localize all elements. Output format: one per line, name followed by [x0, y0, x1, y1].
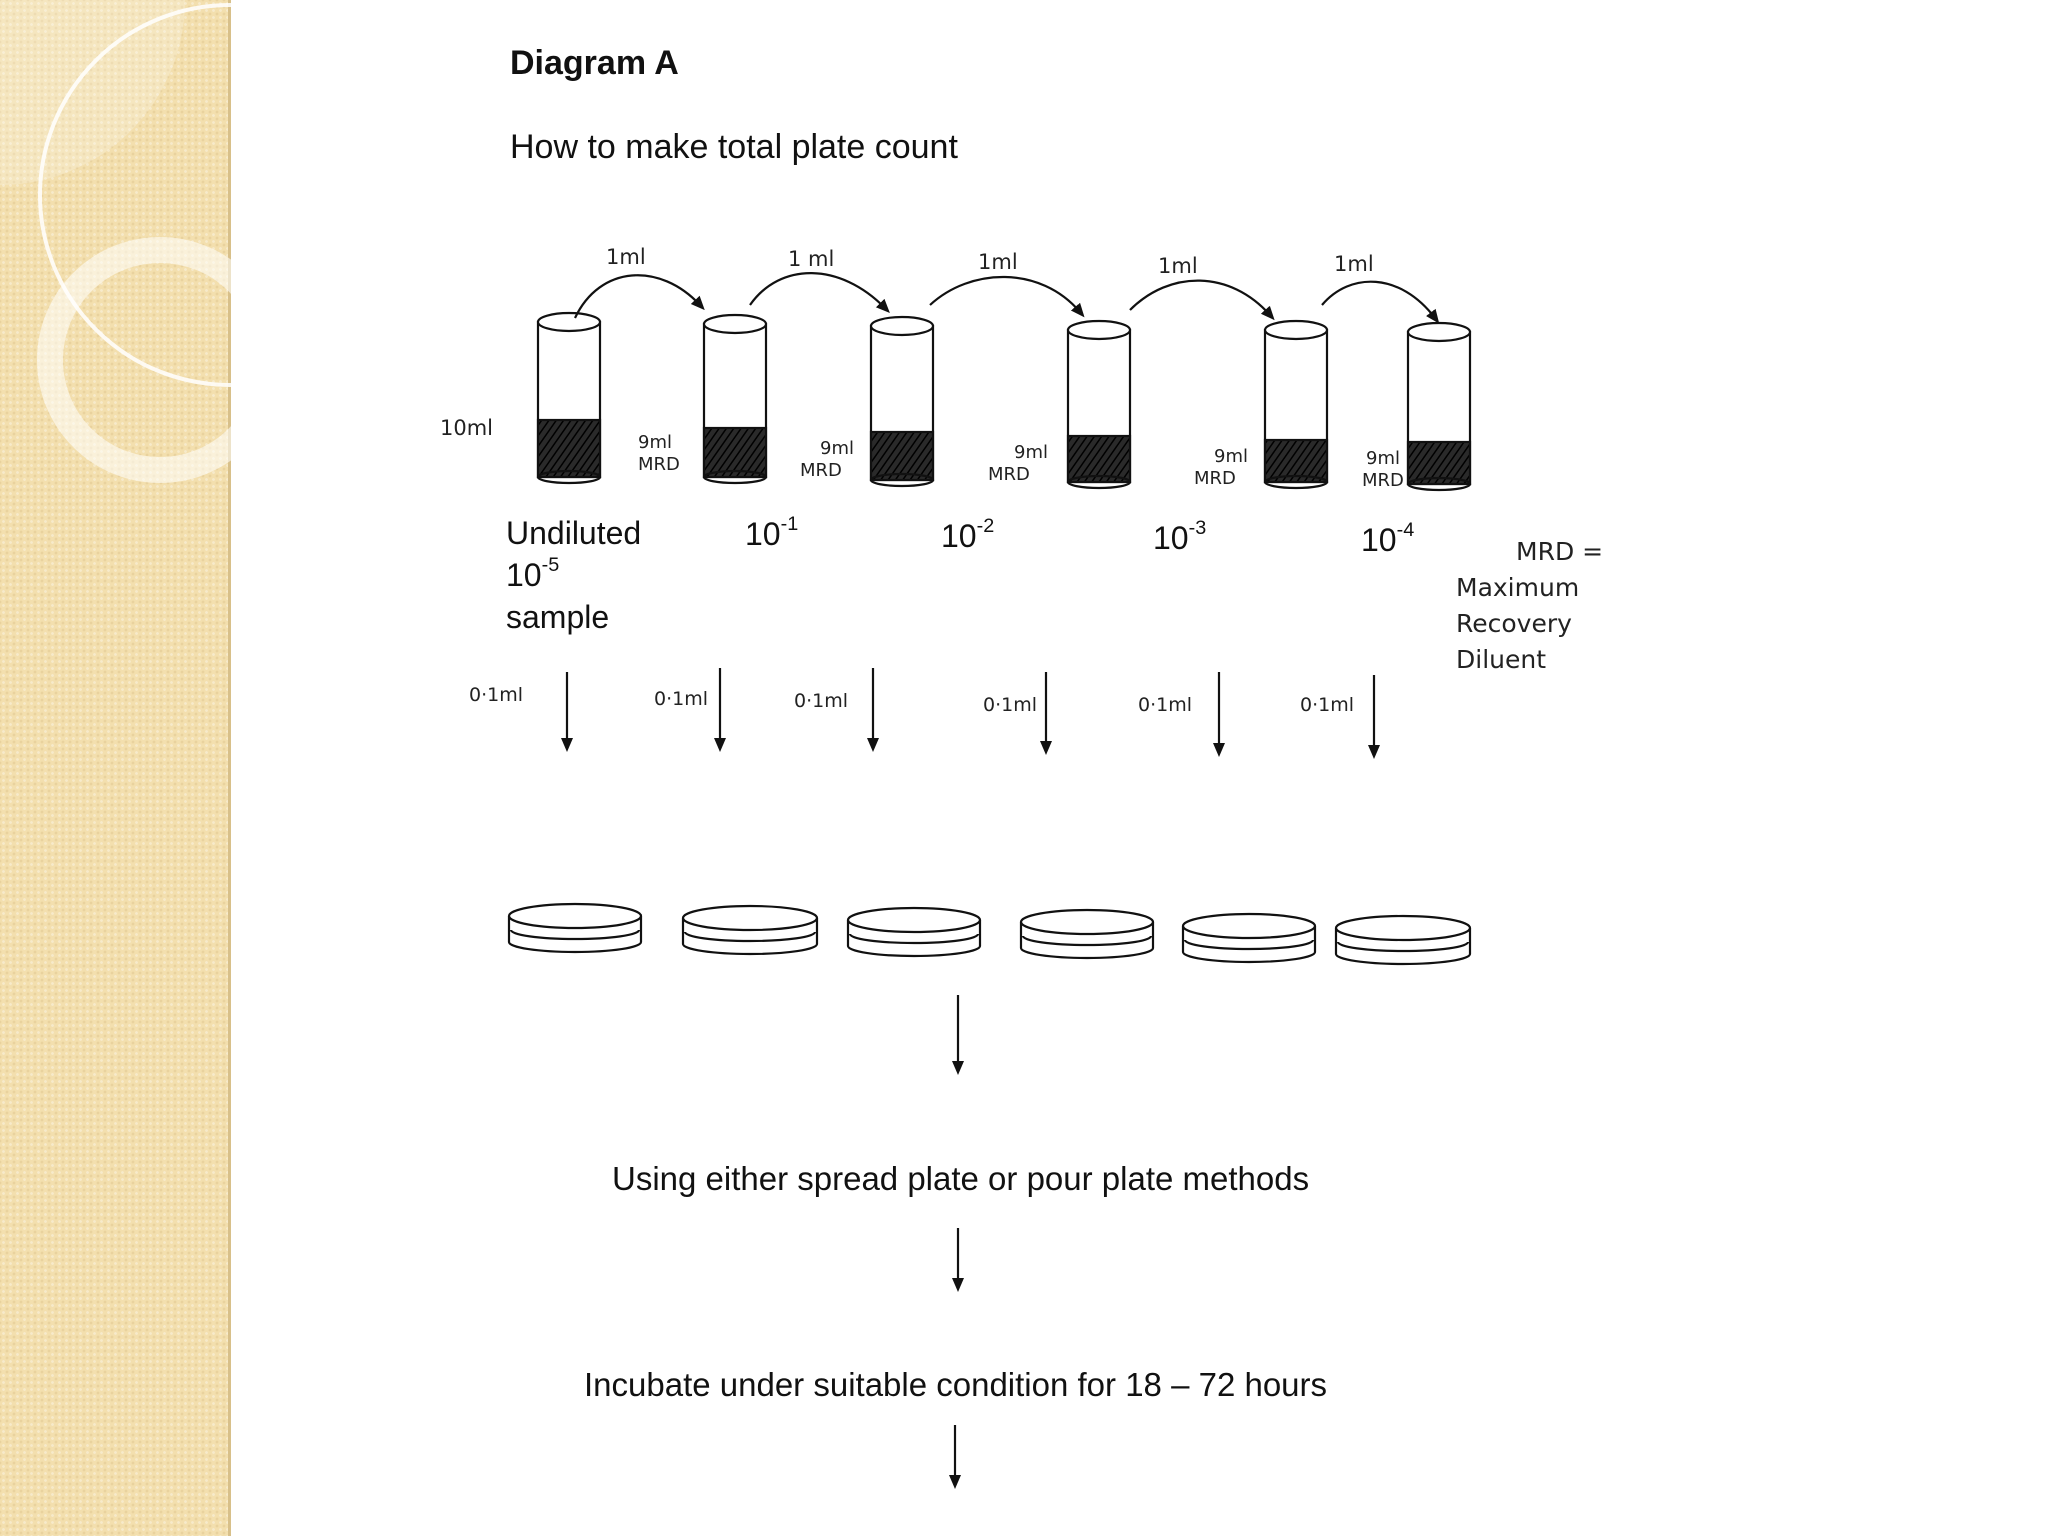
sample-text: sample [506, 599, 610, 635]
plating-label-3: 0·1ml [794, 690, 849, 712]
petri-dish-4 [1021, 910, 1153, 958]
mrd-legend-line-2: Maximum [1456, 573, 1580, 602]
incubate-step-text: Incubate under suitable condition for 18 – 72 hours [584, 1366, 1328, 1403]
dilution-label-3 [1153, 517, 1207, 557]
transfer-label-4: 1ml [1158, 254, 1198, 278]
plating-label-1: 0·1ml [469, 684, 524, 706]
diagram-title: Diagram A [510, 44, 679, 82]
transfer-arrow-2 [750, 273, 885, 308]
diluent-label-5 [1362, 448, 1404, 492]
dilution-label-undiluted [506, 512, 641, 638]
dilution-base-3: 10 [1153, 520, 1189, 556]
petri-dish-2 [683, 906, 817, 954]
petri-dish-3 [848, 908, 980, 956]
tube-dilution-3 [1068, 321, 1130, 488]
diluent-abbr-1: MRD [638, 454, 680, 475]
transfer-label-1: 1ml [606, 245, 646, 269]
dilution-base-4: 10 [1361, 522, 1397, 558]
dilution-exponent-1: -1 [780, 513, 799, 536]
diluent-abbr-2: MRD [800, 460, 842, 481]
transfer-arrow-3 [930, 277, 1080, 312]
diluent-label-2 [800, 438, 854, 482]
transfer-arrow-4 [1130, 281, 1270, 315]
transfer-arrow-5 [1322, 282, 1435, 318]
petri-dish-6 [1336, 916, 1470, 964]
dilution-exponent-2: -2 [976, 515, 995, 538]
tube-dilution-1 [704, 315, 766, 483]
undiluted-exponent-power: -5 [541, 554, 560, 577]
diluent-volume-4: 9ml [1214, 446, 1248, 467]
mrd-legend-line-1: MRD = [1516, 537, 1604, 566]
diagram-subtitle: How to make total plate count [510, 128, 958, 166]
tube-dilution-2 [871, 317, 933, 486]
tube-dilution-4 [1265, 321, 1327, 488]
diluent-volume-2: 9ml [820, 438, 854, 459]
diluent-abbr-5: MRD [1362, 470, 1404, 491]
diluent-label-1 [638, 432, 680, 476]
diluent-volume-1: 9ml [638, 432, 672, 453]
transfer-label-5: 1ml [1334, 252, 1374, 276]
volume-label-10ml: 10ml [440, 416, 494, 440]
transfer-arrow-1 [575, 275, 700, 318]
mrd-legend-line-4: Diluent [1456, 645, 1547, 674]
diluent-volume-3: 9ml [1014, 442, 1048, 463]
dilution-base-1: 10 [745, 516, 781, 552]
petri-dish-1 [509, 904, 641, 952]
dilution-label-1 [745, 513, 799, 553]
method-step-text: Using either spread plate or pour plate methods [612, 1160, 1310, 1197]
undiluted-exponent [506, 554, 641, 596]
plating-label-5: 0·1ml [1138, 694, 1193, 716]
plating-label-4: 0·1ml [983, 694, 1038, 716]
plating-label-6: 0·1ml [1300, 694, 1355, 716]
diluent-label-3 [988, 442, 1048, 486]
undiluted-text: Undiluted [506, 515, 642, 551]
plating-label-2: 0·1ml [654, 688, 709, 710]
tube-dilution-5 [1408, 323, 1470, 490]
diluent-label-4 [1194, 446, 1248, 490]
mrd-legend-line-3: Recovery [1456, 609, 1572, 638]
dilution-label-2 [941, 515, 995, 555]
dilution-exponent-4: -4 [1396, 519, 1415, 542]
diluent-abbr-4: MRD [1194, 468, 1236, 489]
dilution-label-4 [1361, 519, 1415, 559]
dilution-exponent-3: -3 [1188, 517, 1207, 540]
diluent-abbr-3: MRD [988, 464, 1030, 485]
mrd-legend [1456, 534, 1603, 678]
transfer-label-2: 1 ml [788, 247, 835, 271]
dilution-base-2: 10 [941, 518, 977, 554]
undiluted-exponent-base: 10 [506, 557, 542, 593]
tube-undiluted [538, 313, 600, 483]
diluent-volume-5: 9ml [1366, 448, 1400, 469]
petri-dish-5 [1183, 914, 1315, 962]
transfer-label-3: 1ml [978, 250, 1018, 274]
